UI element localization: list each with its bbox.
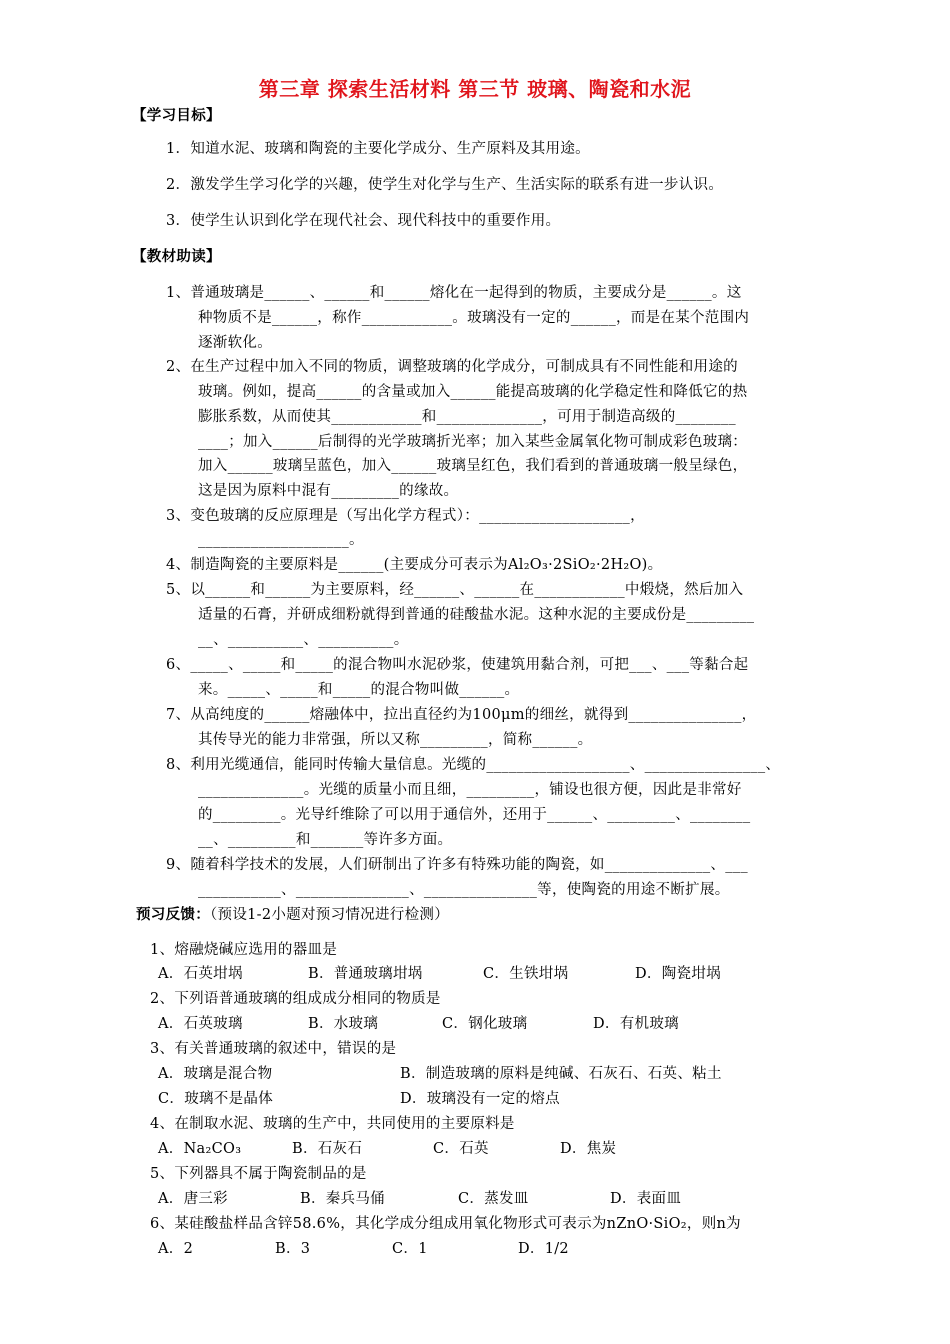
reading-line: ______________。光缆的质量小而且细，_________，铺设也很方便，因此是非常好 bbox=[198, 782, 742, 798]
option: D．玻璃没有一定的熔点 bbox=[400, 1091, 560, 1107]
reading-line: 加入______玻璃呈蓝色，加入______玻璃呈红色，我们看到的普通玻璃一般呈绿色， bbox=[198, 458, 748, 474]
reading-line: 膨胀系数，从而使其____________和______________，可用于制造高级的________ bbox=[198, 409, 736, 425]
reading-line: __、_________和_______等许多方面。 bbox=[198, 832, 453, 848]
option: B．水玻璃 bbox=[308, 1016, 379, 1032]
option: A．石英坩埚 bbox=[158, 966, 243, 982]
question-stem: 6、某硅酸盐样品含锌58.6%，其化学成分组成用氧化物形式可表示为nZnO·SiO₂，则n为 bbox=[150, 1216, 741, 1232]
option: A．唐三彩 bbox=[158, 1191, 228, 1207]
reading-line: 其传导光的能力非常强，所以又称_________，简称______。 bbox=[198, 732, 593, 748]
option: C．1 bbox=[392, 1241, 428, 1257]
option: D．有机玻璃 bbox=[593, 1016, 679, 1032]
option: C．蒸发皿 bbox=[458, 1191, 529, 1207]
reading-line: 7、从高纯度的______熔融体中，拉出直径约为100μm的细丝，就得到_______________， bbox=[166, 707, 757, 723]
feedback-heading: 预习反馈： bbox=[136, 906, 210, 923]
option: B．秦兵马俑 bbox=[300, 1191, 385, 1207]
option: C．玻璃不是晶体 bbox=[158, 1091, 273, 1107]
option: D．陶瓷坩埚 bbox=[635, 966, 721, 982]
option: B．3 bbox=[275, 1241, 311, 1257]
feedback-heading-row bbox=[136, 905, 449, 925]
option: D．表面皿 bbox=[610, 1191, 682, 1207]
option: A．Na₂CO₃ bbox=[158, 1141, 242, 1157]
reading-line: ____________________。 bbox=[198, 532, 364, 548]
reading-line: 适量的石膏，并研成细粉就得到普通的硅酸盐水泥。这种水泥的主要成份是_________ bbox=[198, 607, 755, 623]
objectives-heading: 【学习目标】 bbox=[132, 107, 221, 124]
reading-line: 6、_____、_____和_____的混合物叫水泥砂浆，使建筑用黏合剂，可把___、___等黏合起 bbox=[166, 657, 749, 673]
reading-line: 4、制造陶瓷的主要原料是______(主要成分可表示为Al₂O₃·2SiO₂·2H₂O)。 bbox=[166, 557, 663, 573]
page-title: 第三章 探索生活材料 第三节 玻璃、陶瓷和水泥 bbox=[258, 77, 692, 101]
option: A．玻璃是混合物 bbox=[158, 1066, 273, 1082]
reading-heading: 【教材助读】 bbox=[132, 248, 221, 265]
option: B．制造玻璃的原料是纯碱、石灰石、石英、粘土 bbox=[400, 1066, 722, 1082]
reading-line: ___________、_______________、_______________等，使陶瓷的用途不断扩展。 bbox=[198, 882, 730, 898]
reading-line: ____；加入______后制得的光学玻璃折光率；加入某些金属氧化物可制成彩色玻璃： bbox=[198, 434, 748, 450]
reading-line: 9、随着科学技术的发展，人们研制出了许多有特殊功能的陶瓷，如______________、___ bbox=[166, 857, 748, 873]
reading-line: 5、以______和______为主要原料，经______、______在____________中煅烧，然后加入 bbox=[166, 582, 744, 598]
question-stem: 1、熔融烧碱应选用的器皿是 bbox=[150, 942, 338, 958]
question-stem: 4、在制取水泥、玻璃的生产中，共同使用的主要原料是 bbox=[150, 1116, 515, 1132]
option: D．1/2 bbox=[518, 1241, 569, 1257]
reading-line: 的_________。光导纤维除了可以用于通信外，还用于______、_________、________ bbox=[198, 807, 751, 823]
reading-line: 来。_____、_____和_____的混合物叫做______。 bbox=[198, 682, 520, 698]
reading-line: 种物质不是______，称作____________。玻璃没有一定的______，而是在某个范围内 bbox=[198, 310, 750, 326]
option: C．钢化玻璃 bbox=[442, 1016, 528, 1032]
option: D．焦炭 bbox=[560, 1141, 617, 1157]
reading-line: 8、利用光缆通信，能同时传输大量信息。光缆的___________________、________________、 bbox=[166, 757, 781, 773]
objective-item: 1．知道水泥、玻璃和陶瓷的主要化学成分、生产原料及其用途。 bbox=[166, 141, 590, 157]
option: C．石英 bbox=[433, 1141, 489, 1157]
reading-line: 玻璃。例如，提高______的含量或加入______能提高玻璃的化学稳定性和降低它的热 bbox=[198, 384, 748, 400]
option: A．石英玻璃 bbox=[158, 1016, 243, 1032]
question-stem: 3、有关普通玻璃的叙述中，错误的是 bbox=[150, 1041, 397, 1057]
question-stem: 2、下列语普通玻璃的组成成分相同的物质是 bbox=[150, 991, 441, 1007]
feedback-note: （预设1-2小题对预习情况进行检测） bbox=[210, 907, 449, 923]
option: B．普通玻璃坩埚 bbox=[308, 966, 423, 982]
option: A．2 bbox=[158, 1241, 194, 1257]
reading-line: 这是因为原料中混有_________的缘故。 bbox=[198, 483, 459, 499]
reading-line: 1、普通玻璃是______、______和______熔化在一起得到的物质，主要成分是______。这 bbox=[166, 285, 742, 301]
reading-line: 3、变色玻璃的反应原理是（写出化学方程式）：____________________， bbox=[166, 508, 645, 524]
reading-line: __、__________、__________。 bbox=[198, 632, 409, 648]
reading-line: 2、在生产过程中加入不同的物质，调整玻璃的化学成分，可制成具有不同性能和用途的 bbox=[166, 359, 738, 375]
objective-item: 3．使学生认识到化学在现代社会、现代科技中的重要作用。 bbox=[166, 213, 561, 229]
option: B．石灰石 bbox=[292, 1141, 363, 1157]
option: C．生铁坩埚 bbox=[483, 966, 569, 982]
reading-line: 逐渐软化。 bbox=[198, 335, 272, 351]
objective-item: 2．激发学生学习化学的兴趣，使学生对化学与生产、生活实际的联系有进一步认识。 bbox=[166, 177, 724, 193]
question-stem: 5、下列器具不属于陶瓷制品的是 bbox=[150, 1166, 367, 1182]
